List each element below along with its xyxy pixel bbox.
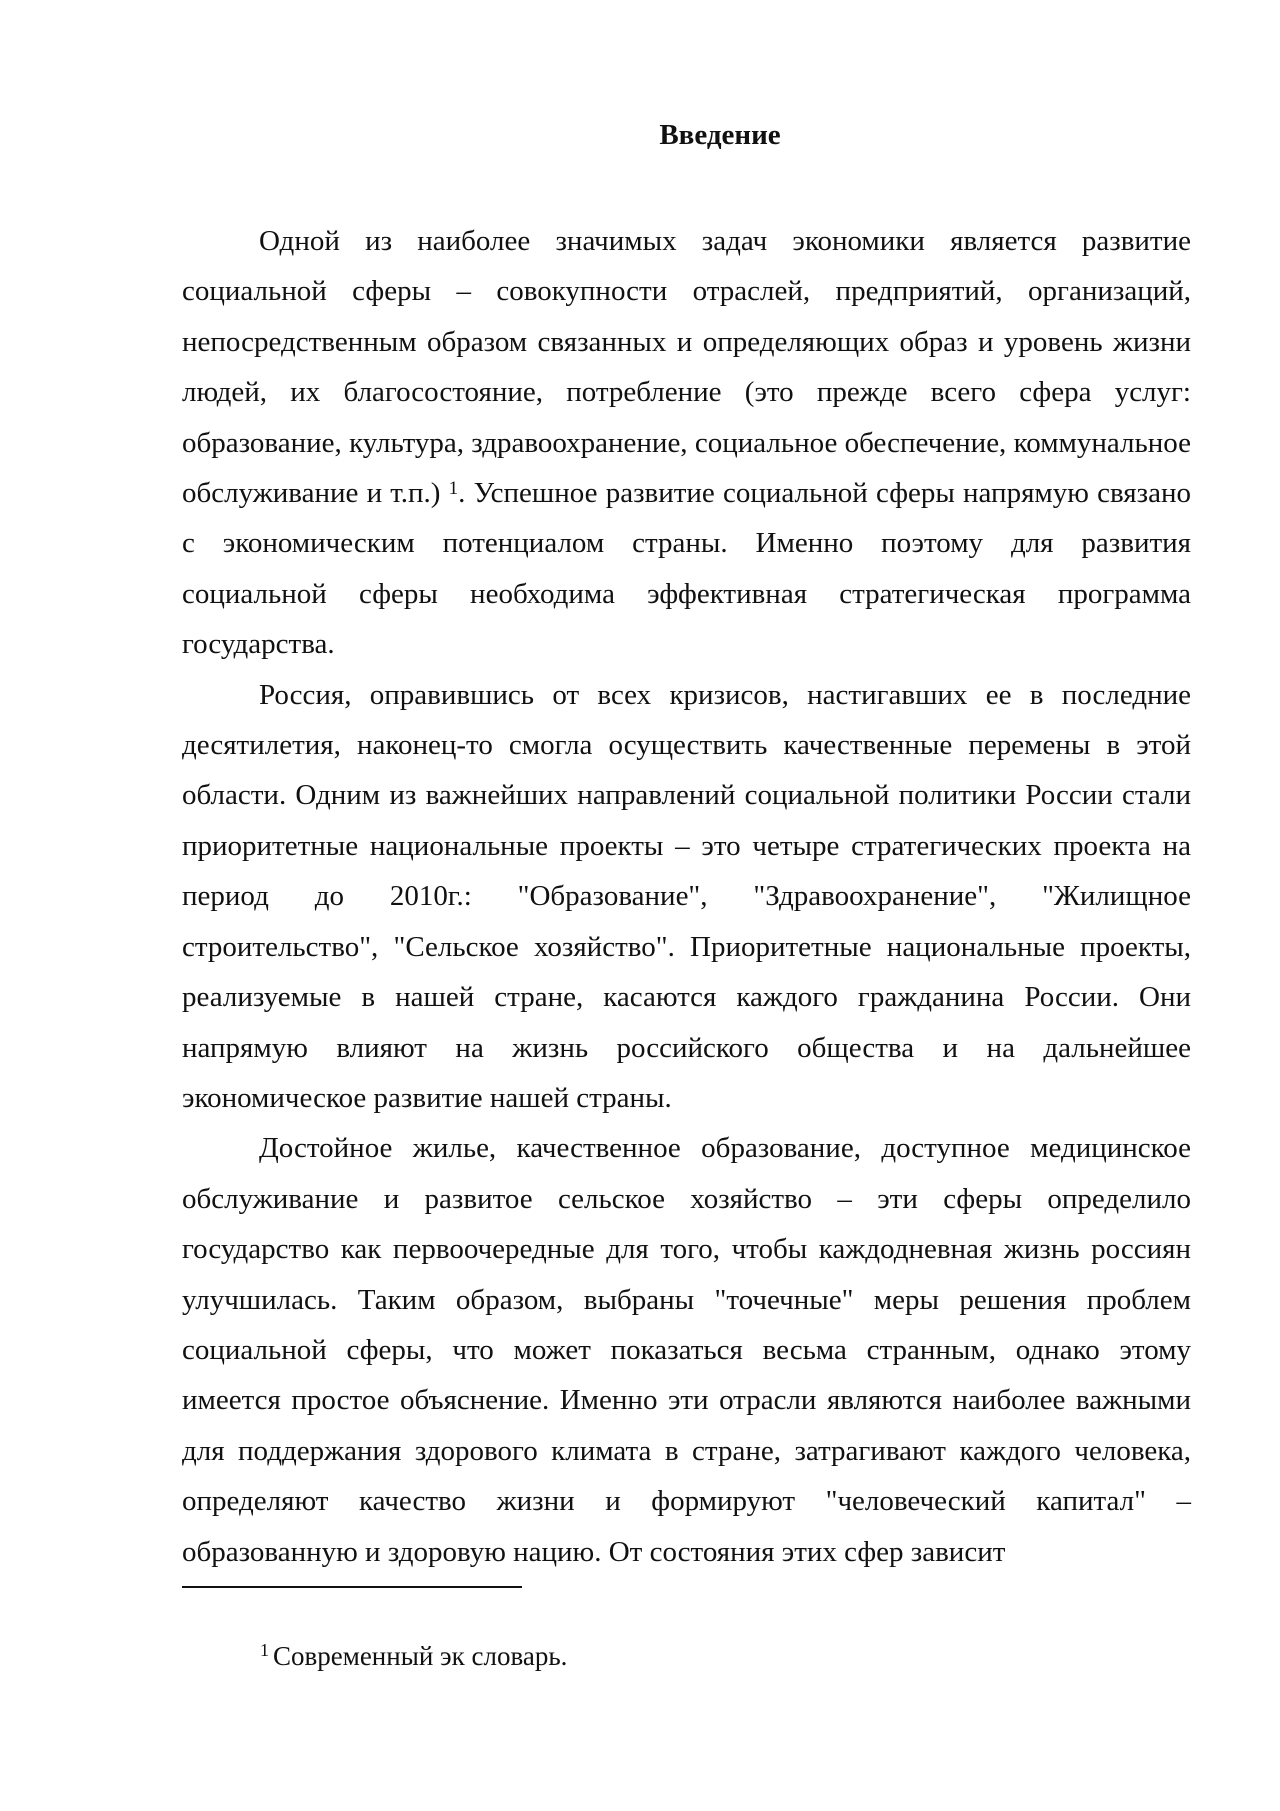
paragraph-1-text-continued: . Успешное развитие социальной сферы напрямую связано с экономическим потенциалом страны. Именно поэтому для развития социальной сферы необходима эффективная стратегическая программа государства.	[182, 477, 1191, 661]
paragraph-2: Россия, оправившись от всех кризисов, настигавших ее в последние десятилетия, наконец-то смогла осуществить качественные перемены в этой области. Одним из важнейших направлений социальной политики России стали приоритетные национальные проекты – это четыре стратегических проекта на период до 2010г.: "Образование", "Здравоохранение", "Жилищное строительство", "Сельское хозяйство". Приоритетные национальные проекты, реализуемые в нашей стране, касаются каждого гражданина России. Они напрямую влияют на жизнь российского общества и на дальнейшее экономическое развитие нашей страны.	[182, 678, 1191, 1114]
paragraph-3: Достойное жилье, качественное образование, доступное медицинское обслуживание и развитое сельское хозяйство – эти сферы определило государство как первоочередные для того, чтобы каждодневная жизнь россиян улучшилась. Таким образом, выбраны "точечные" меры решения проблем социальной сферы, что может показаться весьма странным, однако этому имеется простое объяснение. Именно эти отрасли являются наиболее важными для поддержания здорового климата в стране, затрагивают каждого человека, определяют качество жизни и формируют "человеческий капитал" – образованную и здоровую нацию. От состояния этих сфер зависит	[182, 1132, 1191, 1568]
footnote-reference[interactable]: 1	[448, 478, 459, 500]
footnote-separator	[182, 1586, 522, 1588]
footnote-text: Современный эк словарь.	[273, 1641, 568, 1671]
footnote	[260, 1640, 567, 1672]
page-title: Введение	[659, 119, 781, 151]
footnote-mark: 1	[260, 1640, 269, 1660]
paragraph-1-text: Одной из наиболее значимых задач экономики является развитие социальной сферы – совокупности отраслей, предприятий, организаций, непосредственным образом связанных и определяющих образ и уровень жизни людей, их благосостояние, потребление (это прежде всего сфера услуг: образование, культура, здравоохранение, социальное обеспечение, коммунальное обслуживание и т.п.)	[182, 225, 1191, 510]
paragraph-1	[182, 216, 1191, 670]
document-body	[182, 216, 1191, 1577]
